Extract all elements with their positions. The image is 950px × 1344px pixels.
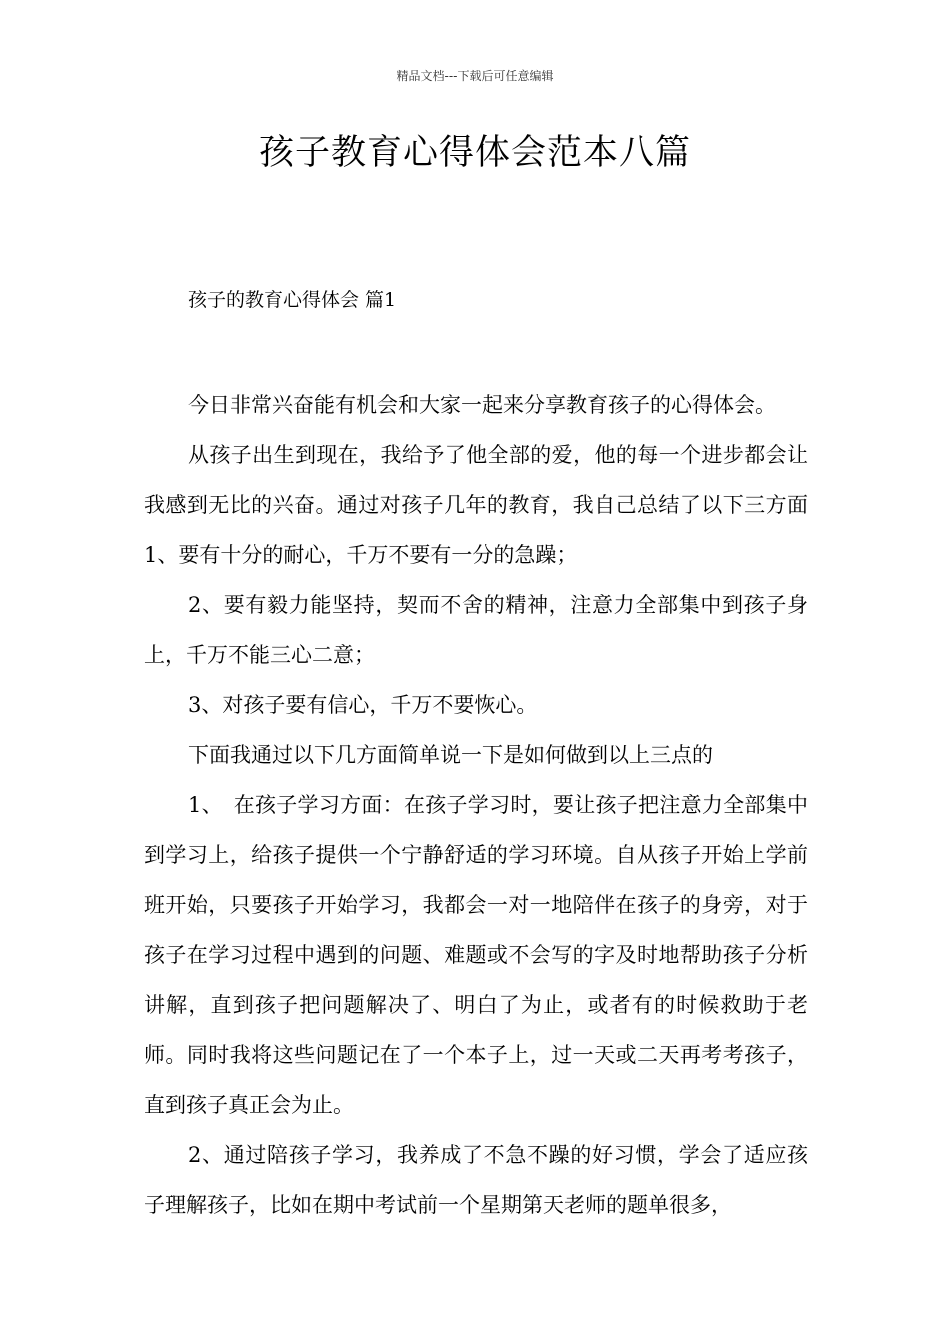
- paragraph: 2、通过陪孩子学习，我养成了不急不躁的好习惯，学会了适应孩子理解孩子，比如在期中考试前一个星期第天老师的题单很多，: [144, 1143, 808, 1217]
- paragraph: 3、对孩子要有信心，千万不要恢心。: [188, 693, 538, 717]
- section-heading: 孩子的教育心得体会 篇1: [188, 289, 397, 311]
- paragraph: 今日非常兴奋能有机会和大家一起来分享教育孩子的心得体会。: [188, 393, 776, 417]
- paragraph: 2、要有毅力能坚持，契而不舍的精神，注意力全部集中到孩子身上，千万不能三心二意；: [144, 593, 808, 667]
- body-text: [144, 380, 808, 1230]
- header-note: 精品文档---下载后可任意编辑: [396, 69, 554, 83]
- paragraph: 1、 在孩子学习方面：在孩子学习时，要让孩子把注意力全部集中到学习上，给孩子提供一个宁静舒适的学习环境。自从孩子开始上学前班开始，只要孩子开始学习，我都会一对一地陪伴在孩子的身旁，对于孩子在学习过程中遇到的问题、难题或不会写的字及时地帮助孩子分析讲解，直到孩子把问题解决了、明白了为止，或者有的时候救助于老师。同时我将这些问题记在了一个本子上，过一天或二天再考考孩子，直到孩子真正会为止。: [144, 793, 808, 1117]
- paragraph: 从孩子出生到现在，我给予了他全部的爱，他的每一个进步都会让我感到无比的兴奋。通过对孩子几年的教育，我自己总结了以下三方面1、要有十分的耐心，千万不要有一分的急躁；: [144, 443, 808, 567]
- paragraph: 下面我通过以下几方面简单说一下是如何做到以上三点的: [188, 743, 713, 767]
- document-title: 孩子教育心得体会范本八篇: [258, 133, 691, 173]
